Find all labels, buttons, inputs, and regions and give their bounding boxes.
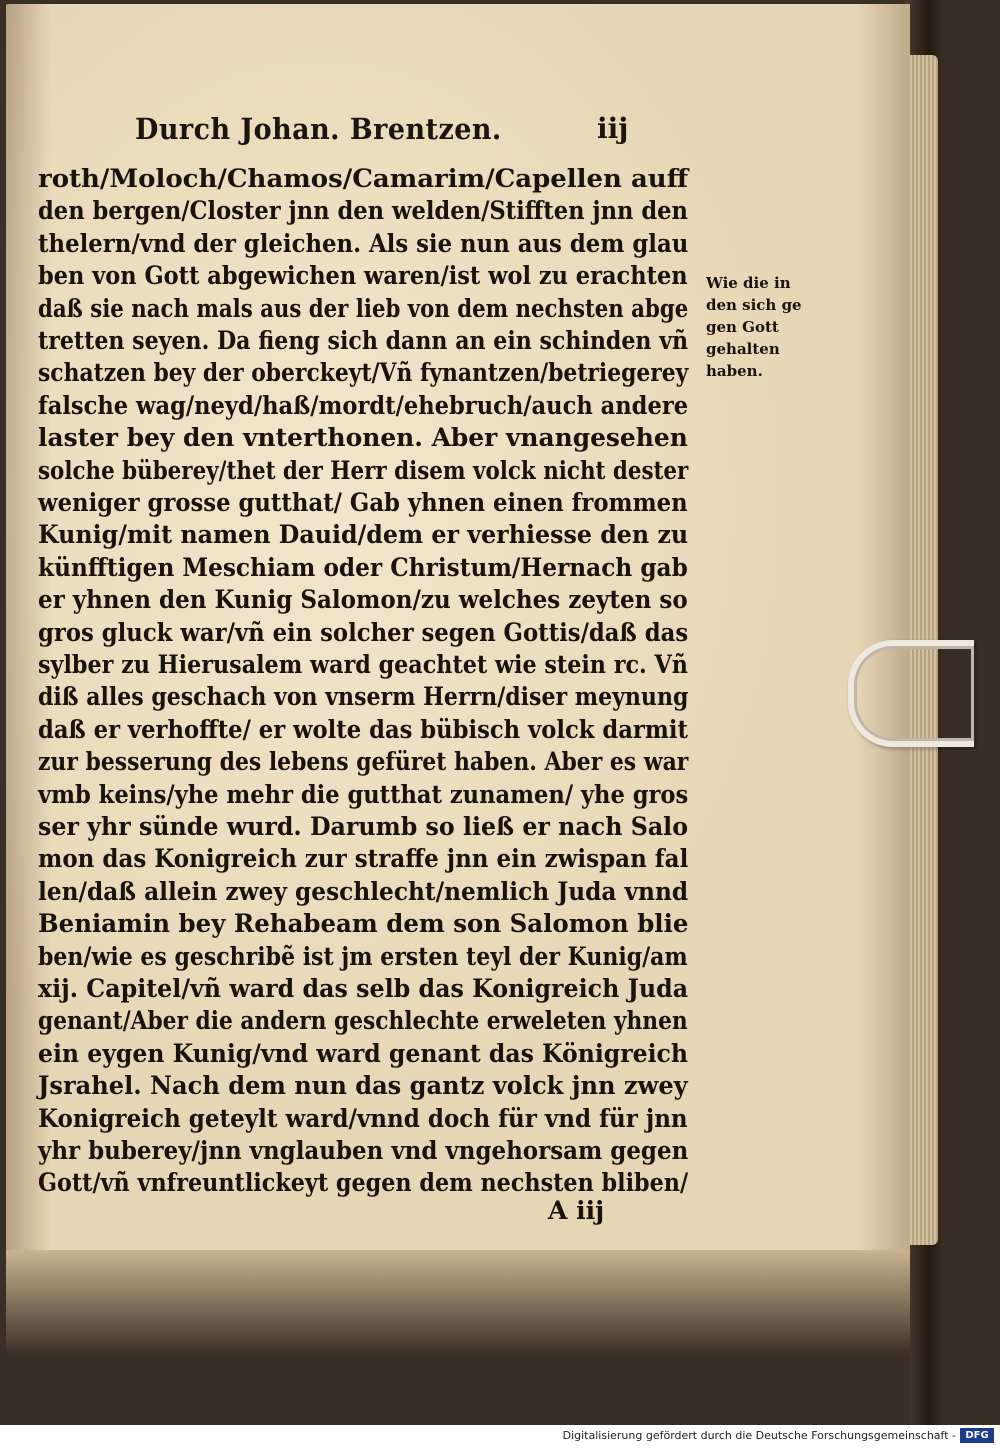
marginal-note-line: den sich ge xyxy=(706,296,802,314)
marginal-note-line: gehalten xyxy=(706,340,780,358)
folio-number: iij xyxy=(597,112,629,145)
text-line: xij. Capitel/vñ ward das selb das Konigreich Juda xyxy=(38,974,689,1004)
footer-bar xyxy=(0,1425,1000,1448)
text-line: vmb keins/yhe mehr die gutthat zunamen/ yhe gros xyxy=(38,779,689,810)
text-line: len/daß allein zwey geschlecht/nemlich Juda vnnd xyxy=(38,876,689,907)
marginal-note-line: haben. xyxy=(706,362,763,380)
text-line: zur besserung des lebens gefüret haben. Aber es war xyxy=(38,747,689,778)
text-line: thelern/vnd der gleichen. Als sie nun aus dem glau xyxy=(38,228,689,259)
paper-clip xyxy=(848,640,974,747)
text-line: ben von Gott abgewichen waren/ist wol zu erachten xyxy=(38,261,688,292)
page-bottom-shadow xyxy=(6,1250,910,1425)
text-line: genant/Aber die andern geschlechte erweleten yhnen xyxy=(38,1006,688,1037)
text-line: künfftigen Meschiam oder Christum/Hernach gab xyxy=(38,552,688,583)
marginal-note-line: gen Gott xyxy=(706,318,779,336)
text-line: gros gluck war/vñ ein solcher segen Gottis/daß das xyxy=(38,617,689,648)
text-line: weniger grosse gutthat/ Gab yhnen einen frommen xyxy=(38,488,688,518)
text-line: laster bey den vnterthonen. Aber vnangesehen xyxy=(38,423,688,454)
text-line: ben/wie es geschribẽ ist jm ersten teyl der Kunig/am xyxy=(38,941,688,972)
dfg-logo: DFG xyxy=(960,1428,994,1443)
text-line: yhr buberey/jnn vnglauben vnd vngehorsam gegen xyxy=(38,1136,689,1166)
text-line: solche büberey/thet der Herr disem volck nicht dester xyxy=(38,455,689,486)
text-line: tretten seyen. Da fieng sich dann an ein schinden vñ xyxy=(38,326,689,356)
text-line: diß alles geschach von vnserm Herrn/diser meynung xyxy=(38,682,689,713)
marginal-note-line: Wie die in xyxy=(706,274,791,292)
text-line: roth/Moloch/Chamos/Camarim/Capellen auff xyxy=(38,164,689,194)
text-line: er yhnen den Kunig Salomon/zu welches zeyten so xyxy=(38,585,688,616)
footer-credit: Digitalisierung gefördert durch die Deutsche Forschungsgemeinschaft - xyxy=(562,1429,956,1442)
text-line: Kunig/mit namen Dauid/dem er verhiesse den zu xyxy=(38,520,689,551)
text-line: daß sie nach mals aus der lieb von dem nechsten abge xyxy=(38,293,689,324)
text-line: Jsrahel. Nach dem nun das gantz volck jnn zwey xyxy=(38,1071,688,1102)
signature-mark: A iij xyxy=(548,1196,605,1225)
text-line: schatzen bey der oberckeyt/Vñ fynantzen/betriegerey xyxy=(38,358,689,389)
text-line: Beniamin bey Rehabeam dem son Salomon blie xyxy=(38,909,689,940)
text-line: sylber zu Hierusalem ward geachtet wie stein rc. Vñ xyxy=(38,650,688,680)
marginal-note xyxy=(706,272,802,382)
text-line: Konigreich geteylt ward/vnnd doch für vnd für jnn xyxy=(38,1103,688,1134)
running-head: Durch Johan. Brentzen. xyxy=(135,112,502,146)
text-line: ser yhr sünde wurd. Darumb so ließ er nach Salo xyxy=(38,812,689,842)
text-line: daß er verhoffte/ er wolte das bübisch volck darmit xyxy=(38,714,688,745)
text-line: den bergen/Closter jnn den welden/Stifften jnn den xyxy=(38,196,688,227)
text-line: Gott/vñ vnfreuntlickeyt gegen dem nechsten bliben/ xyxy=(38,1168,689,1199)
text-line: mon das Konigreich zur straffe jnn ein zwispan fal xyxy=(38,844,689,875)
text-line: falsche wag/neyd/haß/mordt/ehebruch/auch andere xyxy=(38,390,689,421)
text-line: ein eygen Kunig/vnd ward genant das Königreich xyxy=(38,1038,689,1069)
